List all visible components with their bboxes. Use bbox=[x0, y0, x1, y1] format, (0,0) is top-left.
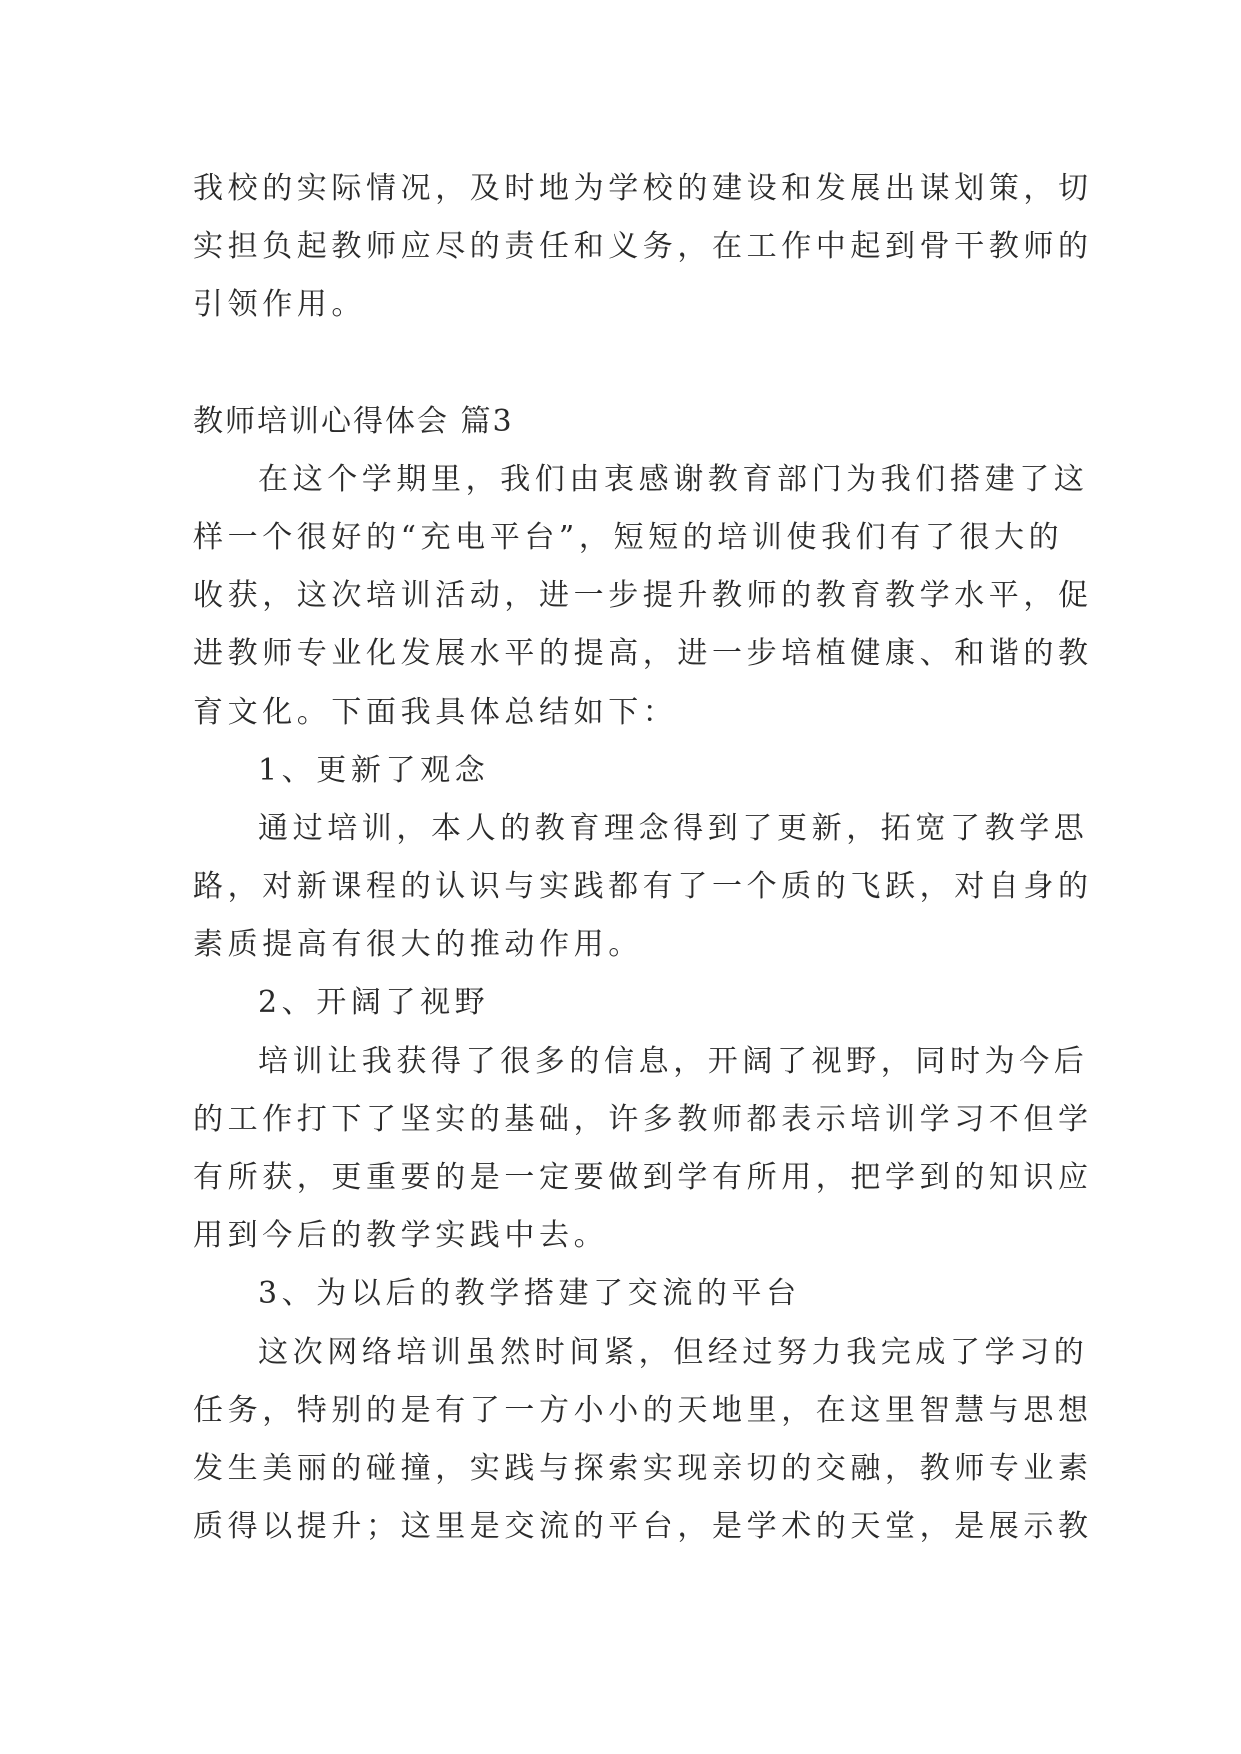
paragraph-line: 有所获，更重要的是一定要做到学有所用，把学到的知识应 bbox=[193, 1160, 1093, 1195]
paragraph-line: 通过培训，本人的教育理念得到了更新，拓宽了教学思 bbox=[258, 810, 1089, 846]
paragraph-line: 育文化。下面我具体总结如下： bbox=[193, 694, 678, 730]
paragraph-line: 素质提高有很大的推动作用。 bbox=[193, 927, 643, 963]
item-title: 2、开阔了视野 bbox=[258, 985, 490, 1021]
paragraph-line: 进教师专业化发展水平的提高，进一步培植健康、和谐的教 bbox=[193, 636, 1093, 672]
paragraph-line: 发生美丽的碰撞，实践与探索实现亲切的交融，教师专业素 bbox=[193, 1450, 1093, 1486]
paragraph-line: 质得以提升；这里是交流的平台，是学术的天堂，是展示教 bbox=[193, 1509, 1093, 1545]
item-title: 1、更新了观念 bbox=[258, 752, 490, 788]
item-title: 3、为以后的教学搭建了交流的平台 bbox=[258, 1276, 801, 1312]
paragraph-line: 的工作打下了坚实的基础，许多教师都表示培训学习不但学 bbox=[193, 1101, 1093, 1137]
paragraph-line: 我校的实际情况，及时地为学校的建设和发展出谋划策，切 bbox=[193, 171, 1093, 206]
section-heading: 教师培训心得体会 篇3 bbox=[193, 403, 514, 439]
paragraph-line: 培训让我获得了很多的信息，开阔了视野，同时为今后 bbox=[258, 1043, 1089, 1079]
paragraph-line: 样一个很好的“充电平台”，短短的培训使我们有了很大的 bbox=[193, 519, 1064, 555]
paragraph-line: 引领作用。 bbox=[193, 287, 366, 323]
paragraph-line: 这次网络培训虽然时间紧，但经过努力我完成了学习的 bbox=[258, 1334, 1089, 1370]
paragraph-line: 收获，这次培训活动，进一步提升教师的教育教学水平，促 bbox=[193, 578, 1093, 614]
document-body bbox=[193, 160, 1093, 1556]
paragraph-line: 路，对新课程的认识与实践都有了一个质的飞跃，对自身的 bbox=[193, 869, 1093, 905]
paragraph-line: 在这个学期里，我们由衷感谢教育部门为我们搭建了这 bbox=[258, 461, 1089, 497]
section-gap bbox=[193, 335, 1055, 393]
paragraph-line: 任务，特别的是有了一方小小的天地里，在这里智慧与思想 bbox=[193, 1392, 1093, 1428]
paragraph-line: 实担负起教师应尽的责任和义务，在工作中起到骨干教师的 bbox=[193, 229, 1093, 265]
paragraph-line: 用到今后的教学实践中去。 bbox=[193, 1218, 609, 1254]
